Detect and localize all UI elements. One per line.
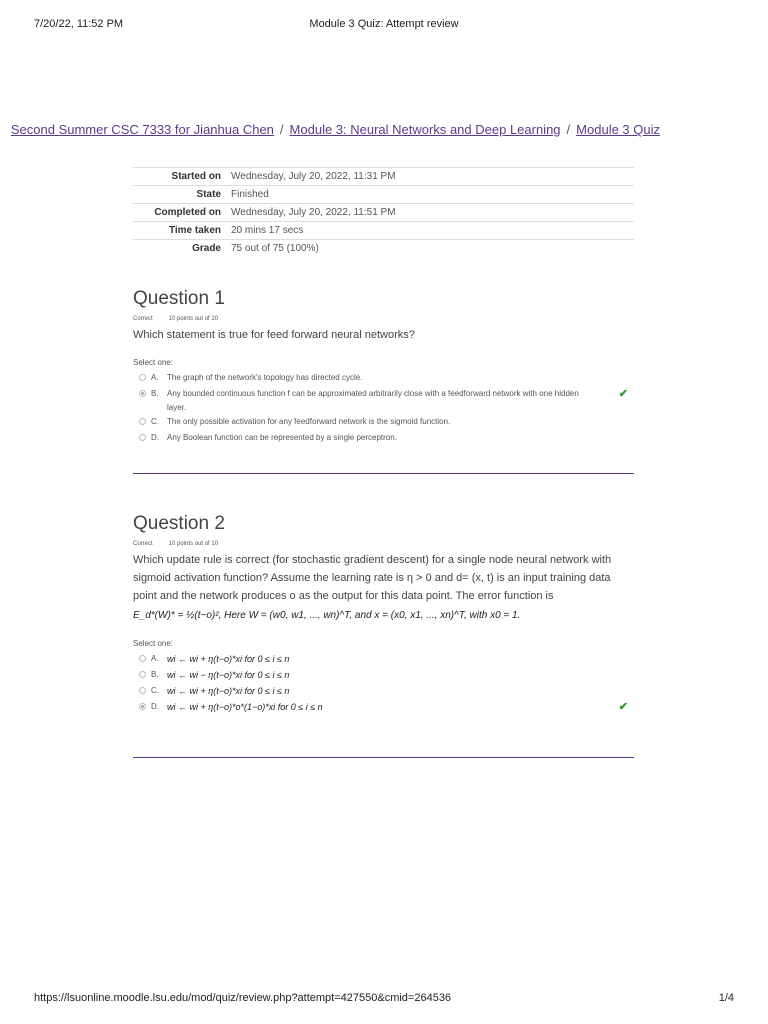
question-title: Question 2: [133, 513, 225, 534]
summary-value: 75 out of 75 (100%): [225, 240, 634, 258]
question-divider: [133, 473, 634, 474]
question-divider: [133, 757, 634, 758]
answer-text: Any Boolean function can be represented by a single perceptron.: [167, 433, 397, 442]
answer-option-c[interactable]: [133, 684, 634, 700]
answer-list: [133, 371, 634, 447]
check-icon: ✔: [618, 388, 628, 400]
breadcrumb: [10, 122, 660, 137]
summary-label: State: [133, 186, 225, 204]
answer-letter: C.: [151, 686, 159, 695]
error-function-equation: E_d*(W)* = ½(t−o)², Here W = (w0, w1, ..., wn)^T, and x = (x0, x1, ..., xn)^T, with x0 = 1.: [133, 610, 521, 621]
question-meta: [133, 541, 634, 549]
breadcrumb-separator: /: [566, 122, 571, 137]
answer-letter: B.: [151, 670, 159, 679]
radio-button-selected[interactable]: [139, 390, 146, 397]
question-text: Which update rule is correct (for stochastic gradient descent) for a single node neural network with sigmoid activation function? Assume the learning rate is η > 0 and d= (x, t) is an input training data point and the network produces o as the output for this data point. The error function is: [133, 554, 612, 602]
question-text: Which statement is true for feed forward neural networks?: [133, 329, 415, 341]
answer-letter: C.: [151, 417, 159, 426]
answer-option-c[interactable]: [133, 415, 634, 431]
question-status: Correct: [133, 316, 153, 322]
question-status: Correct: [133, 541, 153, 547]
print-date: 7/20/22, 11:52 PM: [34, 18, 124, 30]
radio-button[interactable]: [139, 418, 146, 425]
radio-button[interactable]: [139, 671, 146, 678]
summary-row: [133, 222, 634, 240]
summary-value: Wednesday, July 20, 2022, 11:51 PM: [225, 204, 634, 222]
answer-option-d[interactable]: [133, 700, 634, 716]
breadcrumb-module-link[interactable]: Module 3: Neural Networks and Deep Learning: [289, 122, 561, 137]
select-one-label: Select one:: [133, 358, 174, 367]
print-title: Module 3 Quiz: Attempt review: [309, 18, 459, 30]
answer-text: The graph of the network's topology has directed cycle.: [167, 373, 363, 382]
breadcrumb-quiz-link[interactable]: Module 3 Quiz: [576, 122, 660, 137]
radio-button[interactable]: [139, 374, 146, 381]
question-2: [133, 513, 634, 716]
radio-button[interactable]: [139, 655, 146, 662]
answer-list: [133, 652, 634, 716]
summary-row: [133, 204, 634, 222]
answer-option-b[interactable]: [133, 668, 634, 684]
answer-option-b[interactable]: [133, 387, 634, 415]
answer-text: wi ← wi − η(t−o)*xi for 0 ≤ i ≤ n: [167, 670, 290, 680]
answer-option-a[interactable]: [133, 371, 634, 387]
radio-button[interactable]: [139, 434, 146, 441]
answer-text: wi ← wi + η(t−o)*xi for 0 ≤ i ≤ n: [167, 654, 290, 664]
summary-row: [133, 240, 634, 258]
summary-label: Time taken: [133, 222, 225, 240]
summary-label: Grade: [133, 240, 225, 258]
select-one-label: Select one:: [133, 639, 174, 648]
breadcrumb-separator: /: [279, 122, 284, 137]
question-title: Question 1: [133, 288, 225, 309]
question-meta: [133, 316, 634, 324]
answer-letter: D.: [151, 433, 159, 442]
answer-option-a[interactable]: [133, 652, 634, 668]
answer-letter: A.: [151, 373, 159, 382]
summary-value: Wednesday, July 20, 2022, 11:31 PM: [225, 168, 634, 186]
answer-text: wi ← wi + η(t−o)*o*(1−o)*xi for 0 ≤ i ≤ n: [167, 702, 323, 712]
summary-row: [133, 168, 634, 186]
print-page-number: 1/4: [718, 992, 734, 1004]
question-points: 10 points out of 10: [168, 316, 219, 322]
summary-label: Completed on: [133, 204, 225, 222]
radio-button-selected[interactable]: [139, 703, 146, 710]
answer-text: wi ← wi + η(t−o)*xi for 0 ≤ i ≤ n: [167, 686, 290, 696]
breadcrumb-course-link[interactable]: Second Summer CSC 7333 for Jianhua Chen: [10, 122, 274, 137]
question-1: [133, 288, 634, 447]
answer-letter: A.: [151, 654, 159, 663]
print-url: https://lsuonline.moodle.lsu.edu/mod/quiz/review.php?attempt=427550&cmid=264536: [34, 992, 452, 1004]
answer-option-d[interactable]: [133, 431, 634, 447]
answer-text: Any bounded continuous function f can be approximated arbitrarily close with a feedforward network with one hidden layer.: [167, 389, 579, 412]
answer-letter: B.: [151, 389, 159, 398]
summary-value: Finished: [225, 186, 634, 204]
answer-text: The only possible activation for any feedforward network is the sigmoid function.: [167, 417, 451, 426]
summary-value: 20 mins 17 secs: [225, 222, 634, 240]
summary-label: Started on: [133, 168, 225, 186]
attempt-summary-table: [133, 167, 634, 257]
radio-button[interactable]: [139, 687, 146, 694]
check-icon: ✔: [618, 701, 628, 713]
question-points: 10 points out of 10: [168, 541, 219, 547]
summary-row: [133, 186, 634, 204]
answer-letter: D.: [151, 702, 159, 711]
